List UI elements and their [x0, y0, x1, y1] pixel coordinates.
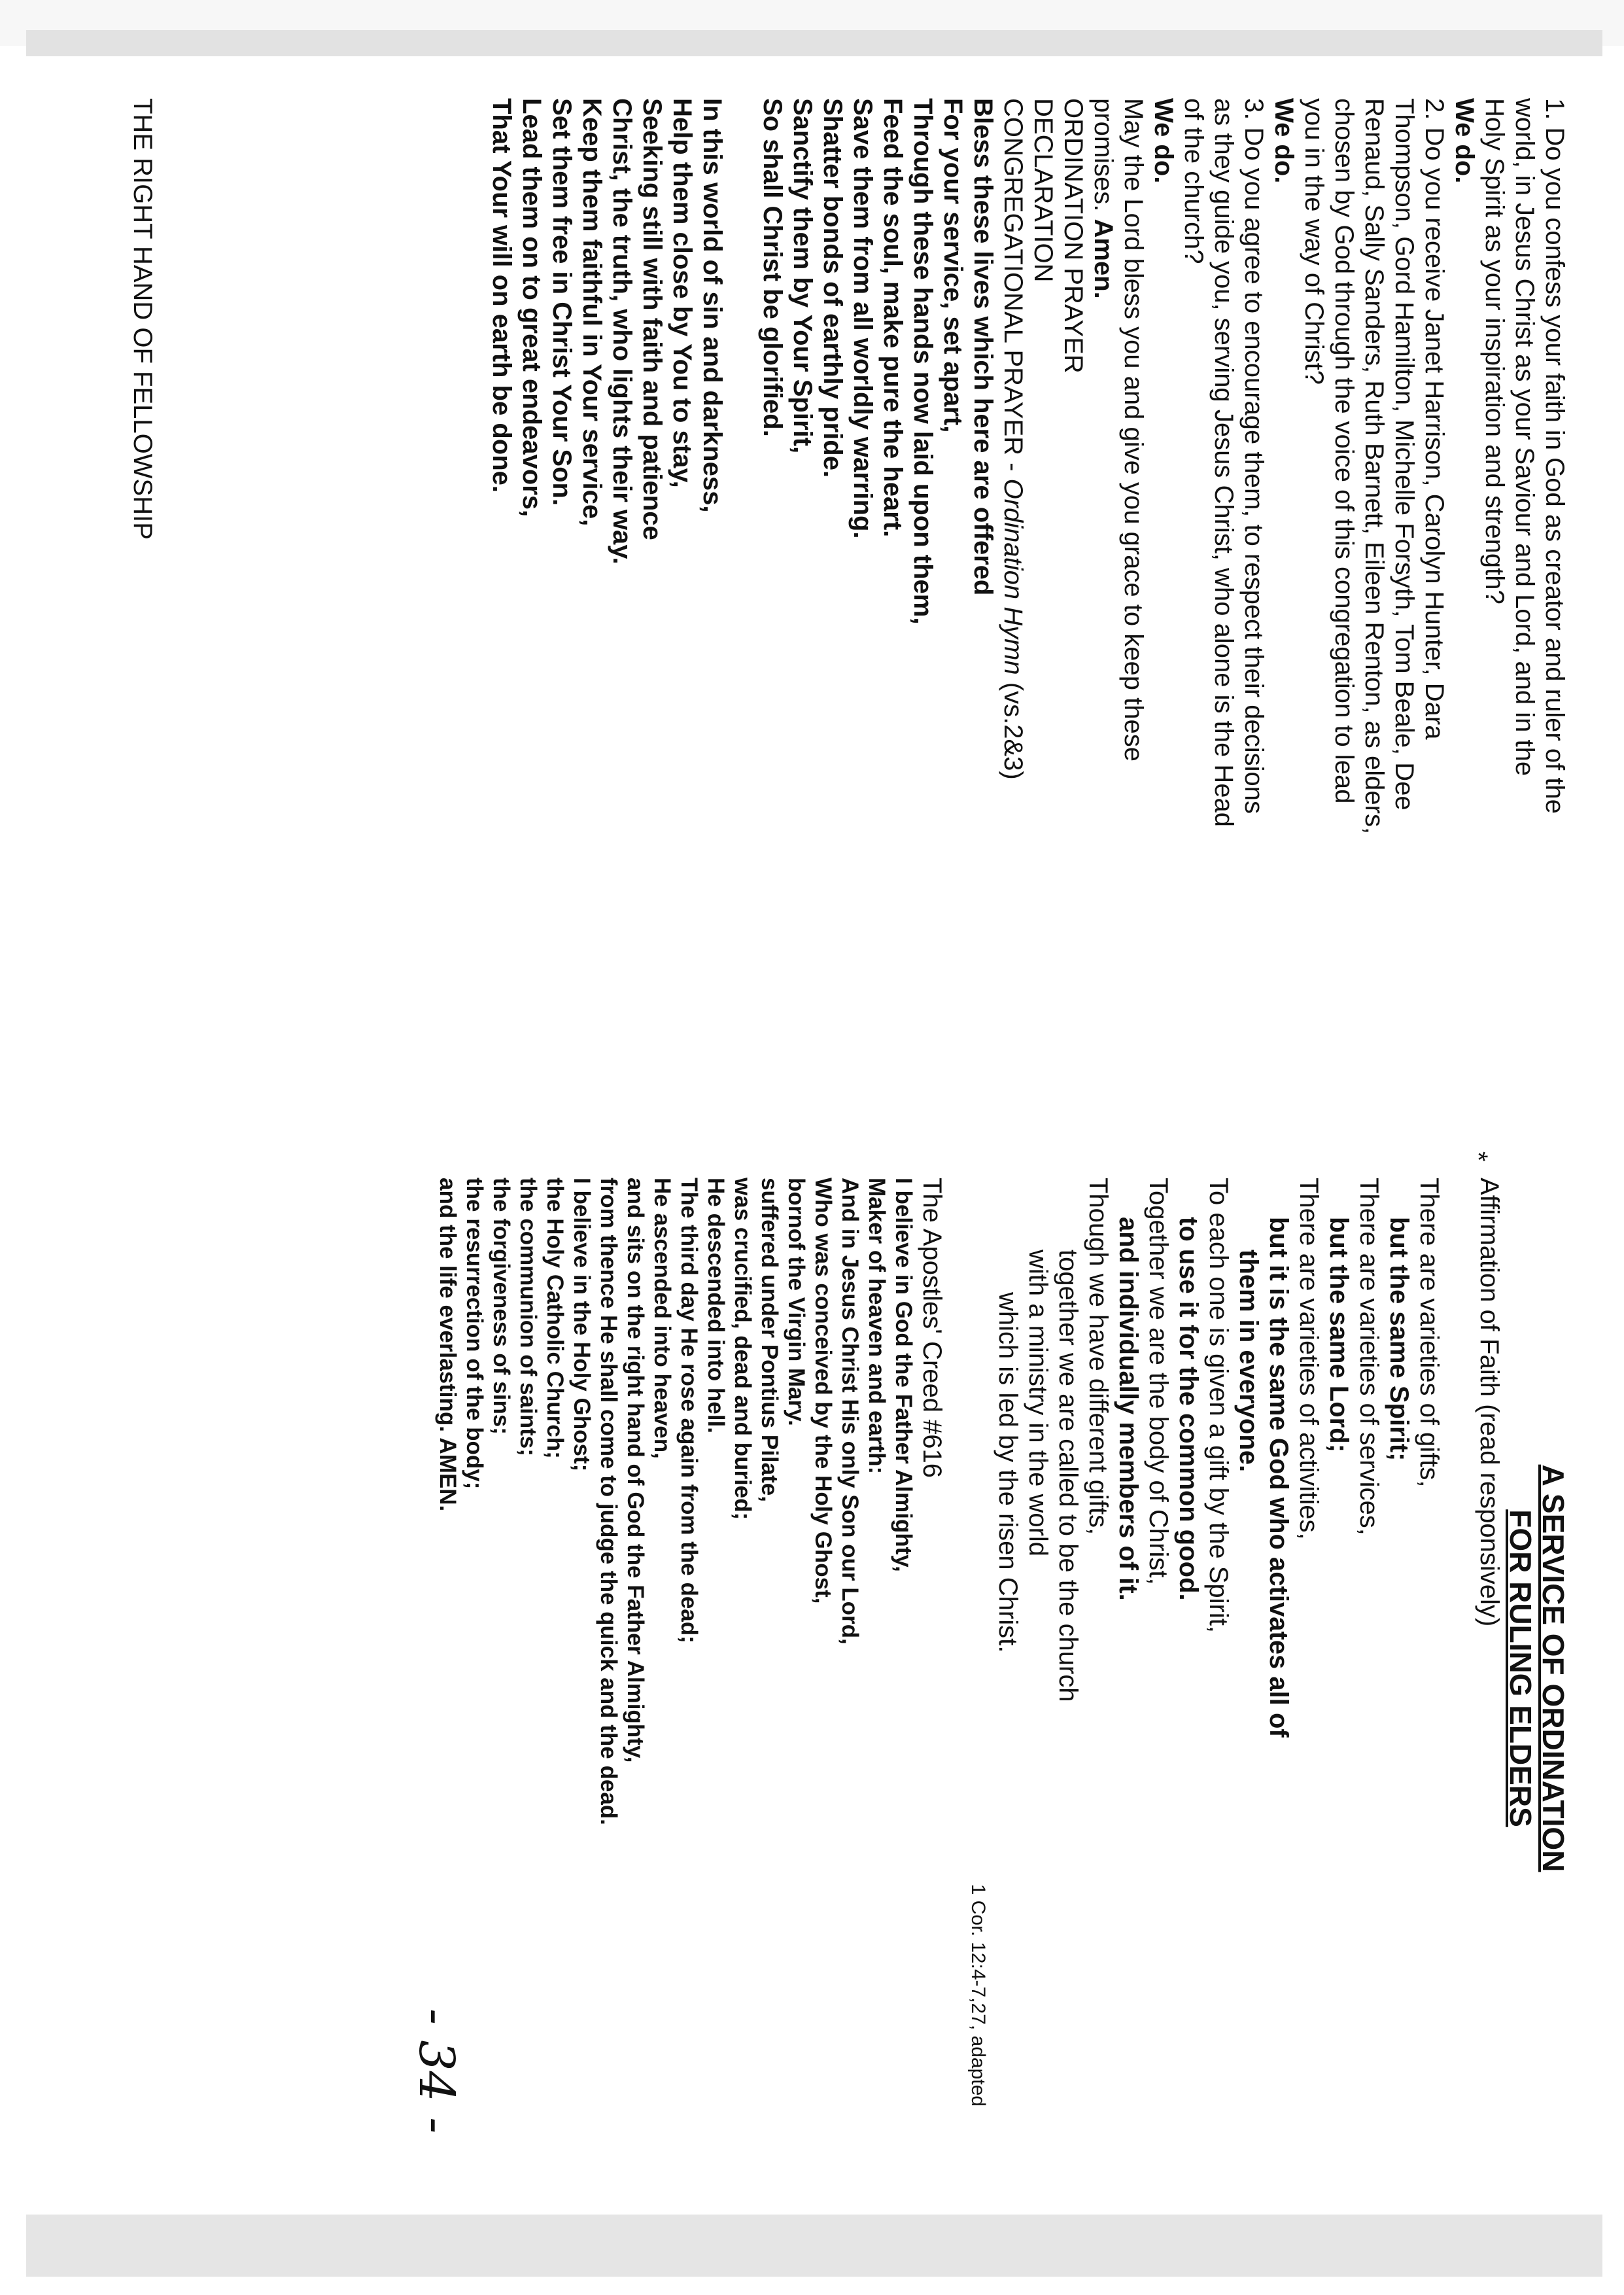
question-2-line: Thompson, Gord Hamilton, Michelle Forsyth, Tom Beale, Dee [1390, 98, 1419, 811]
apostles-creed [434, 1178, 917, 2159]
creed-line: the resurrection of the body; [462, 1178, 487, 1490]
hymn-verses: (vs.2&3) [999, 682, 1028, 780]
question-1-line: Holy Spirit as your inspiration and strength? [1480, 98, 1509, 604]
hymn-line: Save them from all worldly warring. [848, 98, 877, 539]
responsive-line: which is led by the risen Christ. [993, 1292, 1022, 1653]
creed-heading: The Apostles' Creed #616 [918, 1178, 946, 1479]
creed-line: and sits on the right hand of God the Father Almighty, [623, 1178, 648, 1763]
affirmation-heading: Affirmation of Faith (read responsively) [1475, 1178, 1504, 1627]
scan-bottom-margin [0, 2277, 1624, 2295]
hymn-line: Keep them faithful in Your service, [578, 98, 606, 527]
question-2-line: Renaud, Sally Sanders, Ruth Barnett, Eileen Renton, as elders, [1360, 98, 1389, 835]
question-1 [1479, 98, 1570, 1079]
responsive-line: There are varieties of services, [1355, 1178, 1383, 1535]
responsive-reading [993, 1178, 1444, 2159]
creed-line: Who was conceived by the Holy Ghost, [810, 1178, 836, 1604]
hymn-line: Shatter bonds of earthly pride. [818, 98, 847, 478]
blessing-line: May the Lord bless you and give you grace to keep these [1119, 98, 1148, 762]
service-title-line-1: A SERVICE OF ORDINATION [1536, 1464, 1570, 1872]
responsive-line: together we are called to be the church [1054, 1250, 1082, 1702]
spacer [727, 98, 757, 1079]
hymn-line: Sanctify them by Your Spirit, [788, 98, 817, 454]
question-3-line: of the church? [1179, 98, 1208, 264]
responsive-line: them in everyone. [1234, 1250, 1263, 1473]
hymn-line: Through these hands now laid upon them, [908, 98, 937, 625]
right-hand-of-fellowship-heading: THE RIGHT HAND OF FELLOWSHIP [128, 98, 157, 540]
responsive-line: but the same Lord; [1324, 1217, 1353, 1453]
responsive-line: To each one is given a gift by the Spirit, [1204, 1178, 1233, 1633]
rotated-bulletin-page [118, 98, 1583, 2179]
spacer [1444, 1178, 1474, 2159]
creed-line: He ascended into heaven, [649, 1178, 675, 1459]
question-1-line: world, in Jesus Christ as your Saviour and Lord, and in the [1510, 98, 1539, 777]
hymn-line: So shall Christ be glorified. [758, 98, 787, 437]
response-we-do: We do. [1149, 98, 1178, 184]
responsive-line: There are varieties of activities, [1294, 1178, 1323, 1540]
creed-line: The third day He rose again from the dead; [676, 1178, 702, 1643]
ordination-prayer-heading: ORDINATION PRAYER [1059, 98, 1088, 374]
response-we-do: We do. [1270, 98, 1298, 184]
scan-bottom-band [26, 2215, 1602, 2277]
hymn-line: For your service, set apart, [939, 98, 967, 433]
question-3 [1179, 98, 1269, 1079]
hymn-line: Lead them on to great endeavors, [517, 98, 546, 517]
question-1-line: 1. Do you confess your faith in God as creator and ruler of the [1540, 98, 1569, 814]
creed-line: the communion of saints; [515, 1178, 541, 1456]
creed-line: I believe in God the Father Almighty, [891, 1178, 916, 1572]
hymn-line: Feed the soul, make pure the heart. [878, 98, 907, 538]
creed-line: Maker of heaven and earth: [864, 1178, 890, 1475]
response-we-do: We do. [1450, 98, 1479, 184]
congregational-prayer-label: CONGREGATIONAL PRAYER - [999, 98, 1028, 479]
hymn-verse-3 [487, 98, 727, 1079]
question-2-line: chosen by God through the voice of this congregation to lead [1330, 98, 1358, 804]
responsive-line: and individually members of it. [1114, 1217, 1143, 1601]
service-title [1504, 1178, 1570, 2159]
question-2 [1299, 98, 1449, 1079]
responsive-line: to use it for the common good. [1174, 1217, 1203, 1601]
declaration-heading: DECLARATION [1029, 98, 1058, 283]
creed-line: I believe in the Holy Ghost; [569, 1178, 595, 1472]
bullet-mark: * [1464, 1151, 1493, 1162]
scan-top-band [26, 30, 1602, 56]
creed-line: And in Jesus Christ His only Son our Lord, [837, 1178, 863, 1645]
hymn-line: Bless these lives which here are offered [969, 98, 997, 596]
responsive-line: Though we have different gifts, [1084, 1178, 1113, 1535]
responsive-line: but the same Spirit; [1385, 1217, 1413, 1462]
responsive-line: but it is the same God who activates all of [1264, 1217, 1293, 1738]
creed-line: bornof the Virgin Mary. [784, 1178, 809, 1426]
responsive-line: There are varieties of gifts, [1415, 1178, 1443, 1488]
right-column [434, 1151, 1570, 2159]
hymn-line: Help them close by You to stay, [668, 98, 697, 488]
creed-line: and the life everlasting. AMEN. [435, 1178, 460, 1512]
creed-line: was crucified, dead and buried; [730, 1178, 755, 1520]
creed-line: the Holy Catholic Church; [542, 1178, 568, 1459]
creed-line: suffered under Pontius Pilate, [757, 1178, 782, 1502]
blessing-line [1088, 98, 1118, 1079]
question-2-line: 2. Do you receive Janet Harrison, Carolyn Hunter, Dara [1420, 98, 1449, 740]
responsive-line: Together we are the body of Christ, [1144, 1178, 1173, 1585]
creed-line: from thence He shall come to judge the quick and the dead. [596, 1178, 621, 1825]
hymn-verse-2 [757, 98, 998, 1079]
congregational-prayer-heading [998, 98, 1028, 1079]
scripture-citation: 1 Cor. 12:4-7,27, adapted [967, 1883, 989, 2107]
hymn-line: In this world of sin and darkness, [698, 98, 727, 513]
left-column [487, 98, 1570, 1079]
creed-line: the forgiveness of sins; [489, 1178, 514, 1435]
question-2-line: you in the way of Christ? [1300, 98, 1328, 385]
page-number: - 34 - [408, 2008, 464, 2134]
hymn-line: Set them free in Christ Your Son. [547, 98, 576, 506]
spacer [947, 1178, 967, 2159]
hymn-line: That Your will on earth be done. [487, 98, 516, 493]
blessing-text: promises. [1089, 98, 1118, 212]
hymn-line: Seeking still with faith and patience [638, 98, 666, 540]
creed-line: He descended into hell. [703, 1178, 729, 1433]
responsive-line: with a ministry in the world [1024, 1250, 1052, 1557]
hymn-title: Ordination Hymn [999, 478, 1028, 675]
amen: Amen. [1089, 219, 1118, 299]
hymn-line: Christ, the truth, who lights their way. [608, 98, 636, 565]
question-3-line: 3. Do you agree to encourage them, to respect their decisions [1239, 98, 1268, 814]
service-title-line-2: FOR RULING ELDERS [1504, 1509, 1538, 1827]
question-3-line: as they guide you, serving Jesus Christ, who alone is the Head [1209, 98, 1238, 827]
